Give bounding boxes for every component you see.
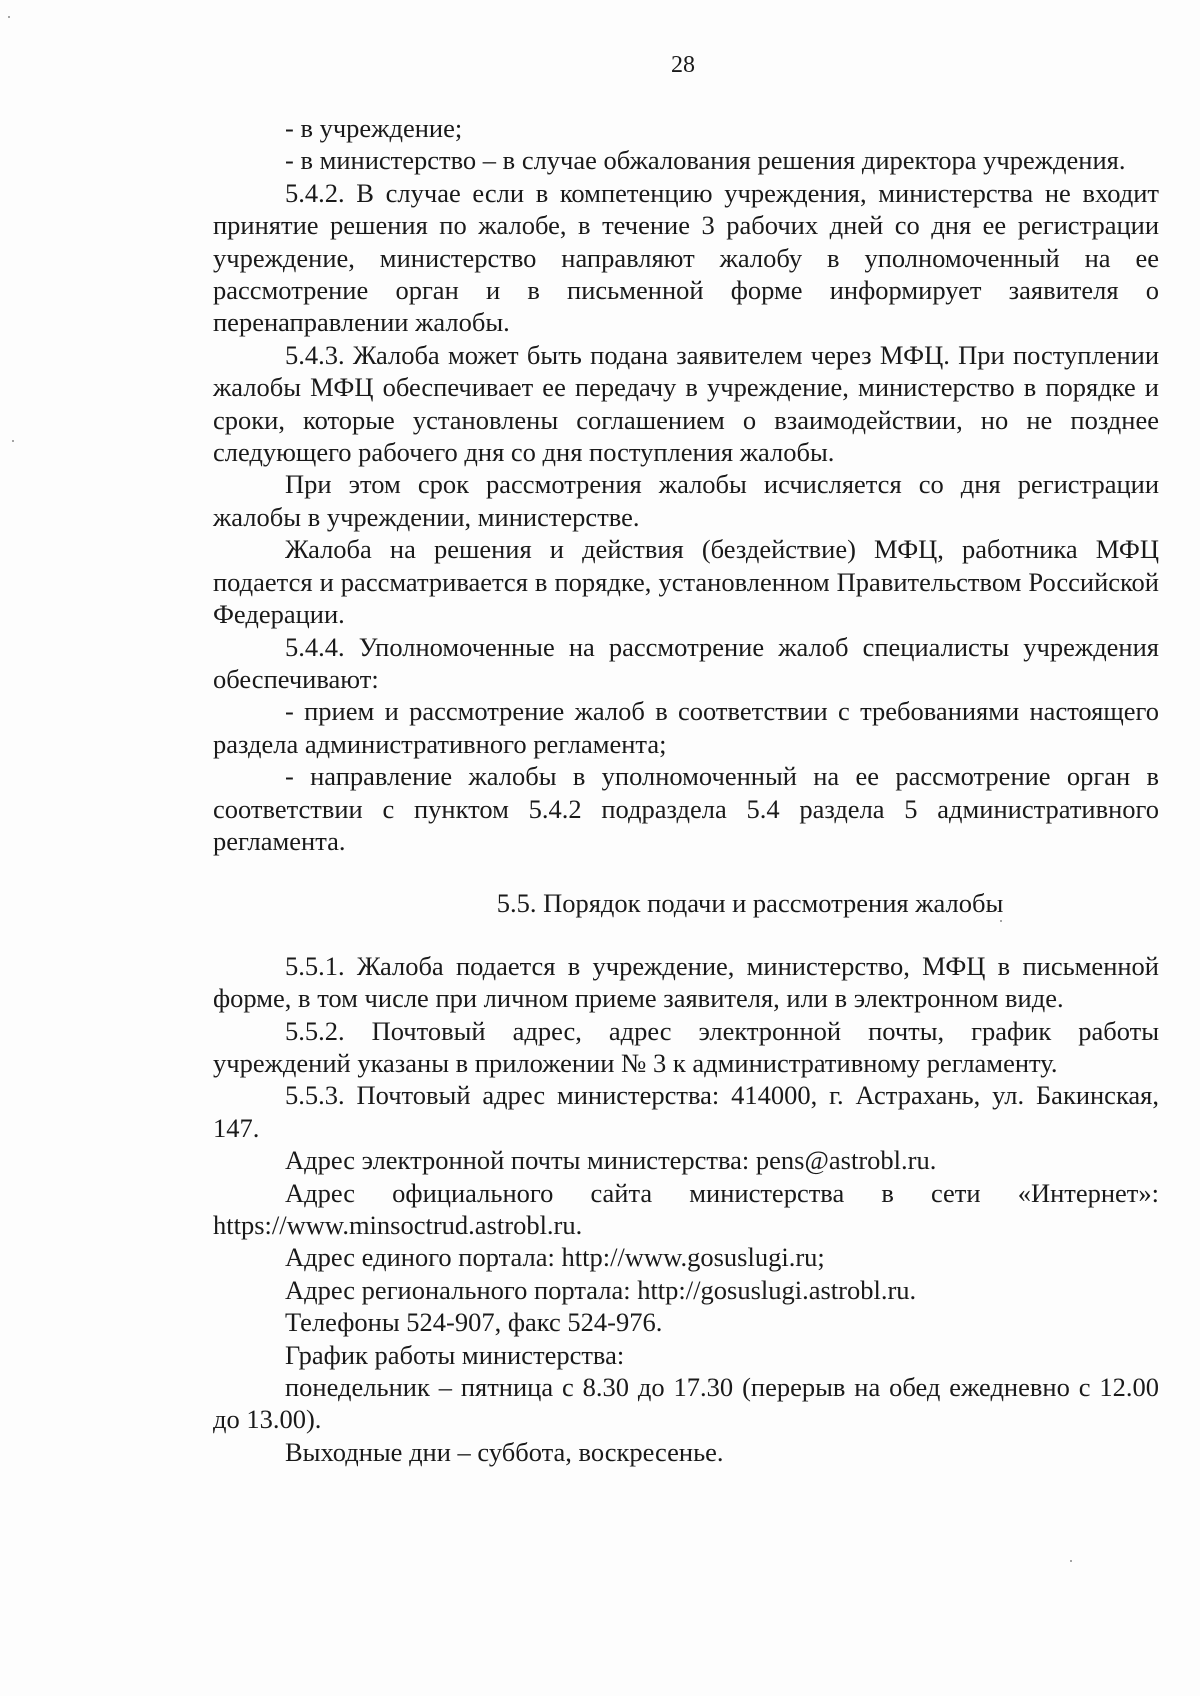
paragraph: Адрес регионального портала: http://gosuslugi.astrobl.ru. <box>285 1274 917 1305</box>
paragraph: Выходные дни – суббота, воскресенье. <box>285 1436 724 1467</box>
page-number: 28 <box>671 52 695 78</box>
paragraph: - направление жалобы в уполномоченный на ее рассмотрение орган в соответствии с пунктом 5.4.2 подраздела 5.4 раздела 5 административного регламента. <box>213 761 1159 856</box>
paragraph: 5.4.4. Уполномоченные на рассмотрение жалоб специалисты учреждения обеспечивают: <box>213 631 1159 694</box>
scan-speck <box>1000 920 1002 922</box>
paragraph: 5.4.2. В случае если в компетенцию учреждения, министерства не входит принятие решения по жалобе, в течение 3 рабочих дней со дня ее регистрации учреждение, министерство направляют жалобу в уполномоченный на ее рассмотрение орган и в письменной форме информирует заявителя о перенаправлении жалобы. <box>213 177 1159 338</box>
paragraph: Адрес электронной почты министерства: pens@astrobl.ru. <box>285 1145 937 1176</box>
section-heading: 5.5. Порядок подачи и рассмотрения жалобы <box>496 888 1004 919</box>
paragraph: - прием и рассмотрение жалоб в соответствии с требованиями настоящего раздела административного регламента; <box>213 696 1159 759</box>
paragraph: 5.5.2. Почтовый адрес, адрес электронной почты, график работы учреждений указаны в приложении № 3 к административному регламенту. <box>213 1015 1159 1078</box>
paragraph: Адрес единого портала: http://www.gosuslugi.ru; <box>285 1242 825 1273</box>
paragraph: 5.5.1. Жалоба подается в учреждение, министерство, МФЦ в письменной форме, в том числе при личном приеме заявителя, или в электронном виде. <box>213 950 1159 1014</box>
scan-speck <box>8 16 10 18</box>
spacer <box>213 920 1159 950</box>
paragraph: График работы министерства: <box>285 1339 625 1370</box>
paragraph: 5.5.3. Почтовый адрес министерства: 414000, г. Астрахань, ул. Бакинская, 147. <box>213 1080 1159 1143</box>
paragraph: - в учреждение; <box>285 113 463 143</box>
paragraph: Жалоба на решения и действия (бездействие) МФЦ, работника МФЦ подается и рассматривается в порядке, установленном Правительством Российской Федерации. <box>213 534 1159 630</box>
paragraph: Адрес официального сайта министерства в сети «Интернет»: https://www.minsoctrud.astrobl.ru. <box>213 1177 1159 1240</box>
paragraph: Телефоны 524-907, факс 524-976. <box>285 1307 663 1338</box>
paragraph: понедельник – пятница с 8.30 до 17.30 (перерыв на обед ежедневно с 12.00 до 13.00). <box>213 1372 1159 1435</box>
paragraph: 5.4.3. Жалоба может быть подана заявителем через МФЦ. При поступлении жалобы МФЦ обеспечивает ее передачу в учреждение, министерство в порядке и сроки, которые установлены соглашением о взаимодействии, но не позднее следующего рабочего дня со дня поступления жалобы. <box>213 339 1159 468</box>
spacer <box>213 857 1159 887</box>
document-body <box>213 112 1159 1468</box>
scan-speck <box>1070 1560 1072 1562</box>
paragraph: - в министерство – в случае обжалования решения директора учреждения. <box>285 145 1126 176</box>
scan-speck <box>12 440 14 442</box>
paragraph: При этом срок рассмотрения жалобы исчисляется со дня регистрации жалобы в учреждении, министерстве. <box>213 469 1159 532</box>
